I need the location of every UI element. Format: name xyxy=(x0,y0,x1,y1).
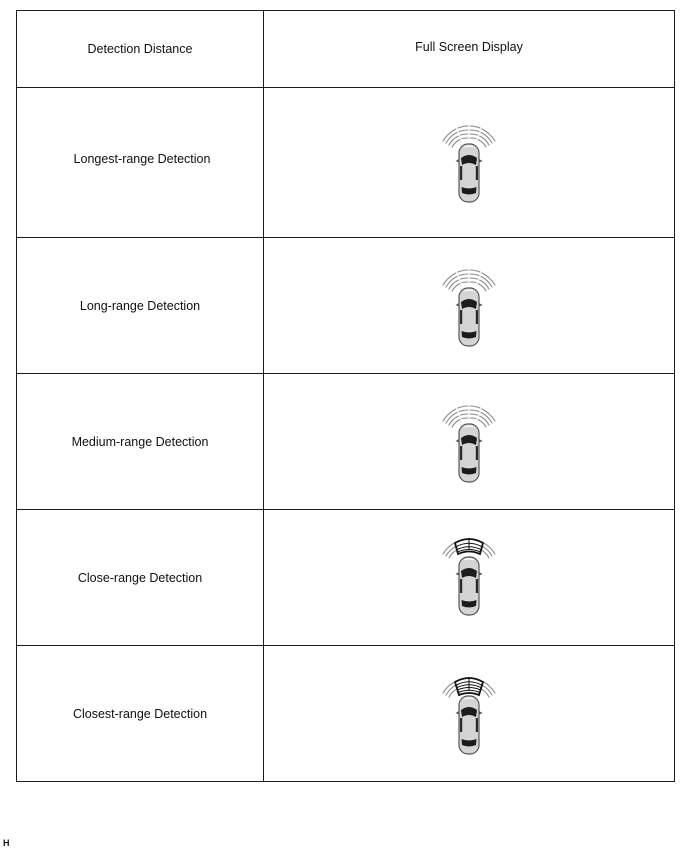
header-detection-distance xyxy=(17,11,264,88)
distance-label: Medium-range Detection xyxy=(71,434,209,449)
distance-label: Longest-range Detection xyxy=(73,151,211,166)
distance-cell xyxy=(17,374,264,510)
table-row xyxy=(17,238,675,374)
car-with-front-sensor-arcs-icon xyxy=(439,533,499,617)
header-detection-distance-label: Detection Distance xyxy=(87,42,193,56)
figure-code: H xyxy=(3,838,10,848)
header-row xyxy=(17,11,675,88)
header-full-screen-display-label: Full Screen Display xyxy=(415,40,523,54)
distance-cell xyxy=(17,510,264,646)
car-with-front-sensor-arcs-icon xyxy=(439,120,499,204)
distance-cell xyxy=(17,238,264,374)
distance-label: Close-range Detection xyxy=(77,570,203,585)
table-row xyxy=(17,510,675,646)
distance-cell xyxy=(17,88,264,238)
display-cell xyxy=(264,510,675,646)
table-row xyxy=(17,646,675,782)
car-with-front-sensor-arcs-icon xyxy=(439,264,499,348)
car-with-front-sensor-arcs-icon xyxy=(439,672,499,756)
detection-distance-table xyxy=(16,10,675,782)
display-cell xyxy=(264,88,675,238)
distance-label: Closest-range Detection xyxy=(72,706,208,721)
table-row xyxy=(17,88,675,238)
table-row xyxy=(17,374,675,510)
car-with-front-sensor-arcs-icon xyxy=(439,400,499,484)
display-cell xyxy=(264,374,675,510)
distance-label: Long-range Detection xyxy=(79,298,201,313)
distance-cell xyxy=(17,646,264,782)
header-full-screen-display xyxy=(264,11,675,88)
display-cell xyxy=(264,646,675,782)
display-cell xyxy=(264,238,675,374)
